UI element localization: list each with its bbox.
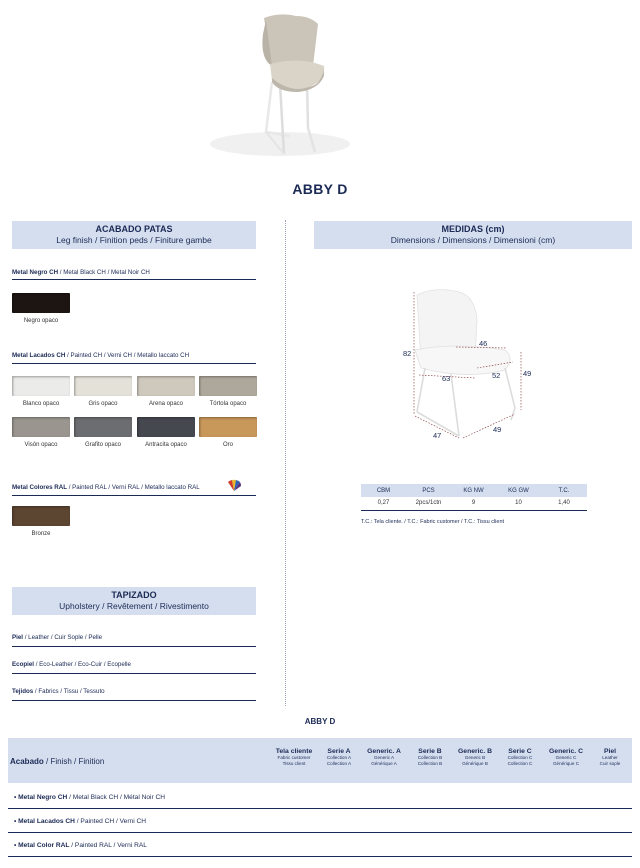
upholstery-header xyxy=(12,587,256,615)
finish-table-head-label: Acabado / Finish / Finition xyxy=(10,757,105,766)
swatch-label: Blanco opaco xyxy=(22,401,60,407)
col-head-serie-b: Serie B Collection B Collection B xyxy=(417,748,443,766)
spec-header: T.C. xyxy=(541,484,587,497)
col-head-tela-cliente: Tela cliente Fabric customer Tissu client xyxy=(275,748,313,766)
dim-label-63: 63 xyxy=(442,374,451,383)
upholstery-row-ecopiel: Ecopiel / Eco-Leather / Eco-Cuir / Ecopelle xyxy=(12,661,131,668)
swatch-oro xyxy=(199,417,257,437)
spec-header: CBM xyxy=(361,484,406,497)
upholstery-heading: TAPIZADO xyxy=(111,590,157,600)
dim-label-46: 46 xyxy=(479,339,488,348)
swatch-gris-opaco xyxy=(74,376,132,396)
swatch-label: Grafito opaco xyxy=(84,442,122,448)
swatch-label: Gris opaco xyxy=(88,401,118,407)
swatch-label: Oro xyxy=(222,442,233,448)
column-divider xyxy=(285,220,286,706)
ral-color-fan-icon xyxy=(226,478,242,492)
dimensions-heading: MEDIDAS (cm) xyxy=(441,224,505,234)
group-rule xyxy=(12,363,256,364)
dim-label-47: 47 xyxy=(433,431,442,440)
dim-label-49-depth: 49 xyxy=(493,425,502,434)
dim-label-82: 82 xyxy=(403,349,412,358)
dimension-drawing xyxy=(355,280,580,445)
spec-table xyxy=(361,484,587,511)
swatch-vison-opaco xyxy=(12,417,70,437)
group-label-metal-ral: Metal Colores RAL / Painted RAL / Verni RAL / Metallo laccato RAL xyxy=(12,484,200,491)
tc-note: T.C.: Tela cliente. / T.C.: Fabric customer / T.C.: Tissu client xyxy=(361,519,505,525)
spec-header: KG NW xyxy=(451,484,496,497)
group-rule xyxy=(12,673,256,674)
col-head-serie-a: Serie A Collection A Collection A xyxy=(326,748,352,766)
dim-label-52: 52 xyxy=(492,371,501,380)
swatch-grafito-opaco xyxy=(74,417,132,437)
dimensions-subheading: Dimensions / Dimensions / Dimensioni (cm) xyxy=(390,235,556,245)
spec-cell: 2pcs/1ctn xyxy=(406,497,451,510)
swatch-label: Tórtola opaco xyxy=(209,401,247,407)
swatch-arena-opaco xyxy=(137,376,195,396)
upholstery-row-piel: Piel / Leather / Cuir Sople / Pelle xyxy=(12,634,103,641)
product-title: ABBY D xyxy=(292,181,348,197)
spec-header: PCS xyxy=(406,484,451,497)
spec-header: KG GW xyxy=(496,484,541,497)
swatch-label: Bronze xyxy=(31,531,51,537)
finish-row: • Metal Negro CH / Metal Black CH / Métal Noir CH xyxy=(8,785,632,809)
swatch-antracita-opaco xyxy=(137,417,195,437)
swatch-label: Negro opaco xyxy=(23,318,59,324)
leg-finish-heading: ACABADO PATAS xyxy=(95,224,173,234)
col-head-generic-b: Generic. B Generic B Générique B xyxy=(458,748,492,766)
dimensions-header xyxy=(314,221,632,249)
group-rule xyxy=(12,279,256,280)
leg-finish-header xyxy=(12,221,256,249)
spec-cell: 0,27 xyxy=(361,497,406,510)
swatch-blanco-opaco xyxy=(12,376,70,396)
spec-table-wrap xyxy=(361,484,587,511)
col-head-generic-c: Generic. C Generic C Générique C xyxy=(549,748,583,766)
group-rule xyxy=(12,700,256,701)
finish-table-title: ABBY D xyxy=(304,717,336,726)
group-rule xyxy=(12,495,256,496)
dim-label-49-height: 49 xyxy=(523,369,532,378)
spec-cell: 1,40 xyxy=(541,497,587,510)
swatch-bronze xyxy=(12,506,70,526)
upholstery-row-tejidos: Tejidos / Fabrics / Tissu / Tessuto xyxy=(12,688,105,695)
swatch-label: Visón opaco xyxy=(24,442,58,448)
finish-row: • Metal Color RAL / Painted RAL / Verni RAL xyxy=(8,833,632,857)
finish-row: • Metal Lacados CH / Painted CH / Verni CH xyxy=(8,809,632,833)
spec-cell: 10 xyxy=(496,497,541,510)
group-label-metal-negro: Metal Negro CH / Metal Black CH / Metal Noir CH xyxy=(12,269,150,276)
chair-product-image xyxy=(180,4,380,164)
upholstery-subheading: Upholstery / Revêtement / Rivestimento xyxy=(59,601,209,611)
col-head-serie-c: Serie C Collection C Collection C xyxy=(507,748,533,766)
swatch-label: Antracita opaco xyxy=(145,442,187,448)
swatch-negro-opaco xyxy=(12,293,70,313)
group-label-metal-lacados: Metal Lacados CH / Painted CH / Verni CH / Metallo laccato CH xyxy=(12,352,190,359)
col-head-piel: Piel Leather Cuir sople xyxy=(599,748,621,766)
swatch-label: Arena opaco xyxy=(148,401,184,407)
leg-finish-subheading: Leg finish / Finition peds / Finiture gambe xyxy=(56,235,212,245)
spec-cell: 9 xyxy=(451,497,496,510)
group-rule xyxy=(12,646,256,647)
col-head-generic-a: Generic. A Generic A Générique A xyxy=(367,748,401,766)
swatch-tortola-opaco xyxy=(199,376,257,396)
